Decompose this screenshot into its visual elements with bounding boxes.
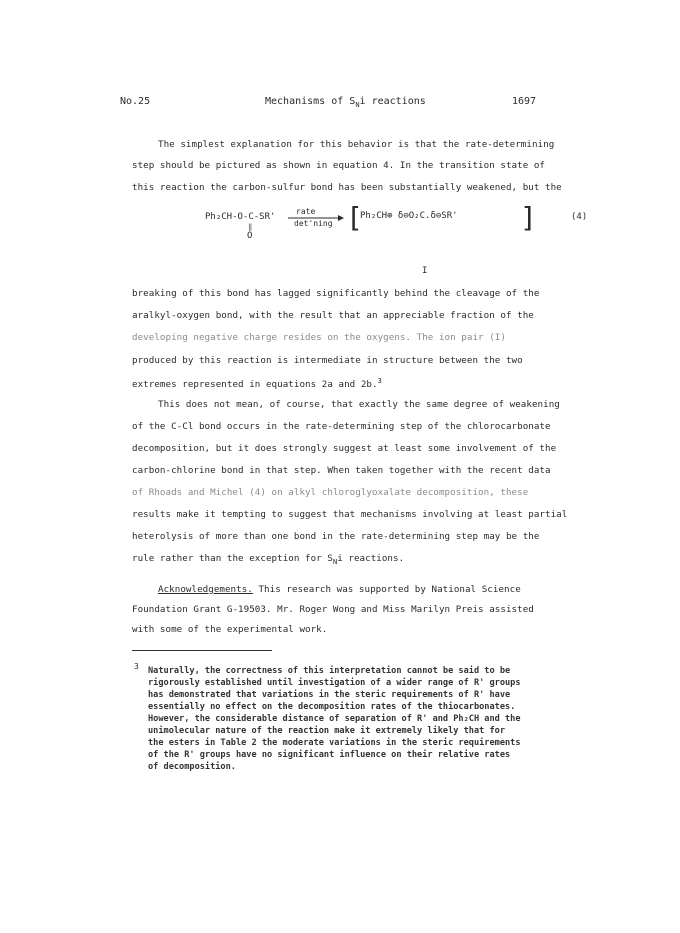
footnote-line: unimolecular nature of the reaction make it extremely likely that for (148, 726, 505, 736)
bracket-open: [ (346, 201, 363, 234)
text-line: extremes represented in equations 2a and 2b.$^3$ (132, 377, 382, 391)
arrow-label-bottom: det'ning (294, 219, 333, 228)
footnote-line: has demonstrated that variations in the steric requirements of R' have (148, 690, 511, 700)
text-line: aralkyl-oxygen bond, with the result that an appreciable fraction of the (132, 310, 534, 321)
text-line: developing negative charge resides on the oxygens. The ion pair (I) (132, 332, 506, 343)
page-number: 1697 (512, 96, 537, 107)
text-line: step should be pictured as shown in equation 4. In the transition state of (132, 160, 546, 171)
footnote-line: the esters in Table 2 the moderate variations in the steric requirements (148, 738, 521, 748)
text-line: Foundation Grant G-19503. Mr. Roger Wong and Miss Marilyn Preis assisted (132, 604, 534, 615)
text-line: carbon-chlorine bond in that step. When taken together with the recent data (132, 465, 551, 476)
footnote-line: of decomposition. (148, 762, 236, 772)
text-line: of the C-Cl bond occurs in the rate-determining step of the chlorocarbonate (132, 421, 551, 432)
footnote-line: rigorously established until investigation of a wider range of R' groups (148, 678, 521, 688)
journal-issue: No.25 (120, 96, 151, 107)
text-line: This does not mean, of course, that exactly the same degree of weakening (158, 399, 560, 410)
text-line: The simplest explanation for this behavior is that the rate-determining (158, 139, 555, 150)
text-line: breaking of this bond has lagged significantly behind the cleavage of the (132, 288, 540, 299)
footnote-line: essentially no effect on the decomposition rates of the thiocarbonates. (148, 702, 516, 712)
text-line: heterolysis of more than one bond in the rate-determining step may be the (132, 531, 540, 542)
text-line: with some of the experimental work. (132, 624, 328, 635)
chemical-equation (0, 202, 680, 262)
text-line: this reaction the carbon-sulfur bond has been substantially weakened, but the (132, 182, 562, 193)
footnote-line: of the R' groups have no significant influence on their relative rates (148, 750, 511, 760)
reactant-formula: Ph₂CH-O-C-SR' (205, 212, 276, 222)
text-line: of Rhoads and Michel (4) on alkyl chloroglyoxalate decomposition, these (132, 487, 529, 498)
text-line: results make it tempting to suggest that mechanisms involving at least partial (132, 509, 568, 520)
arrow-label-top: rate (296, 207, 316, 216)
species-label: I (422, 266, 428, 276)
carbonyl-oxygen: O (247, 231, 253, 241)
equation-number: (4) (571, 212, 588, 222)
transition-state-formula: Ph₂CH⊕ δ⊖O₂C.δ⊖SR' (360, 211, 458, 221)
footnote-mark: 3 (134, 662, 139, 671)
text-line: rule rather than the exception for $S_Ni$ reactions. (132, 553, 405, 566)
text-line: produced by this reaction is intermediate in structure between the two (132, 355, 523, 366)
footnote-line: Naturally, the correctness of this interpretation cannot be said to be (148, 666, 511, 676)
running-title: Mechanisms of $S_Ni$ reactions (265, 96, 426, 109)
footnote-ref: 3 (377, 377, 382, 385)
bracket-close: ] (520, 201, 537, 234)
footnote-line: However, the considerable distance of separation of R' and Ph₂CH and the (148, 714, 521, 724)
text-line: decomposition, but it does strongly suggest at least some involvement of the (132, 443, 557, 454)
acknowledgements-heading: Acknowledgements. (158, 584, 253, 595)
double-bond-mark: ‖ (248, 223, 253, 231)
acknowledgements: Acknowledgements. This research was supported by National Science (158, 584, 521, 595)
footnote-divider (132, 650, 272, 651)
